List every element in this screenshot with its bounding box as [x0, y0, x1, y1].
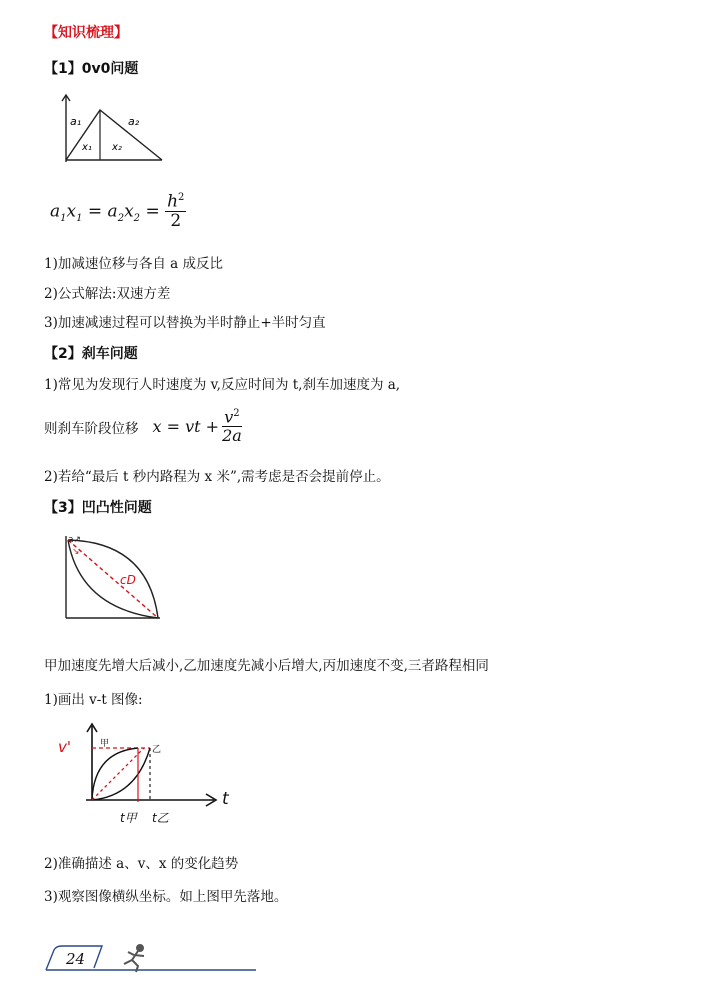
f1-x: x	[66, 201, 77, 222]
f1-a2: a	[107, 201, 118, 222]
vt-curve-yi	[92, 748, 150, 800]
convexity-diagram	[58, 530, 168, 625]
cv-straight-line	[68, 540, 158, 618]
section-3-title: 【3】凹凸性问题	[44, 500, 152, 516]
cv-label-mid: ↘	[72, 547, 80, 557]
label-x1: x₁	[82, 142, 92, 153]
page-number: 24	[66, 950, 86, 968]
f1-num-sup: 2	[178, 192, 185, 203]
s1-point-1: 1)加减速位移与各自 a 成反比	[44, 256, 223, 272]
s3-description: 甲加速度先增大后减小,乙加速度先减小后增大,丙加速度不变,三者路程相同	[44, 658, 489, 674]
s1-point-3: 3)加速减速过程可以替换为半时静止+半时匀直	[44, 315, 326, 331]
knowledge-tag: 【知识梳理】	[44, 25, 128, 41]
s2-formula-prefix: 则刹车阶段位移	[44, 420, 139, 437]
label-a1: a₁	[70, 115, 82, 128]
vt-label-tjia: t甲	[120, 811, 137, 825]
f1-a-sub: 1	[60, 212, 67, 224]
f1-num: h	[167, 191, 179, 212]
f1-x2: x	[124, 201, 134, 222]
s2-formula-lhs: x = vt +	[152, 417, 220, 437]
zero-v-zero-diagram	[50, 92, 180, 172]
f1-den: 2	[170, 211, 182, 232]
vt-label-yi: 乙	[152, 745, 162, 755]
vt-label-t: t	[222, 789, 229, 809]
section-2-title: 【2】刹车问题	[44, 346, 138, 362]
cv-label-curve: cD	[120, 573, 136, 587]
label-a2: a₂	[128, 115, 140, 128]
vt-label-tyi: t乙	[152, 811, 169, 825]
formula-0v0	[50, 192, 186, 232]
f1-eq: =	[87, 201, 103, 222]
vt-graph	[54, 718, 244, 833]
s2-num-sup: 2	[233, 408, 240, 419]
label-x2: x₂	[112, 142, 122, 153]
vt-label-v: v'	[58, 738, 72, 756]
section-1-title: 【1】0v0问题	[44, 61, 139, 77]
f1-a2-sub: 2	[117, 212, 125, 224]
runner-icon	[124, 945, 144, 972]
f1-x2-sub: 2	[133, 212, 141, 224]
f1-a: a	[50, 201, 61, 222]
s3-point-3: 3)观察图像横纵坐标。如上图甲先落地。	[44, 889, 288, 905]
cv-label-top: a↗	[68, 535, 82, 545]
f1-eq2: =	[145, 201, 160, 222]
s2-den: 2a	[222, 425, 242, 445]
s2-line-3: 2)若给“最后 t 秒内路程为 x 米”,需考虑是否会提前停止。	[44, 469, 390, 485]
s1-point-2: 2)公式解法:双速方差	[44, 286, 171, 302]
s3-point-2: 2)准确描述 a、v、x 的变化趋势	[44, 856, 239, 872]
s2-formula-line	[44, 408, 242, 445]
s2-line-1: 1)常见为发现行人时速度为 v,反应时间为 t,刹车加速度为 a,	[44, 377, 401, 393]
f1-x-sub: 1	[76, 212, 83, 224]
vt-curve-jia	[92, 748, 138, 800]
s2-num: v	[224, 407, 234, 427]
vt-label-jia: 甲	[100, 739, 110, 749]
s3-point-1: 1)画出 v-t 图像:	[44, 692, 143, 708]
